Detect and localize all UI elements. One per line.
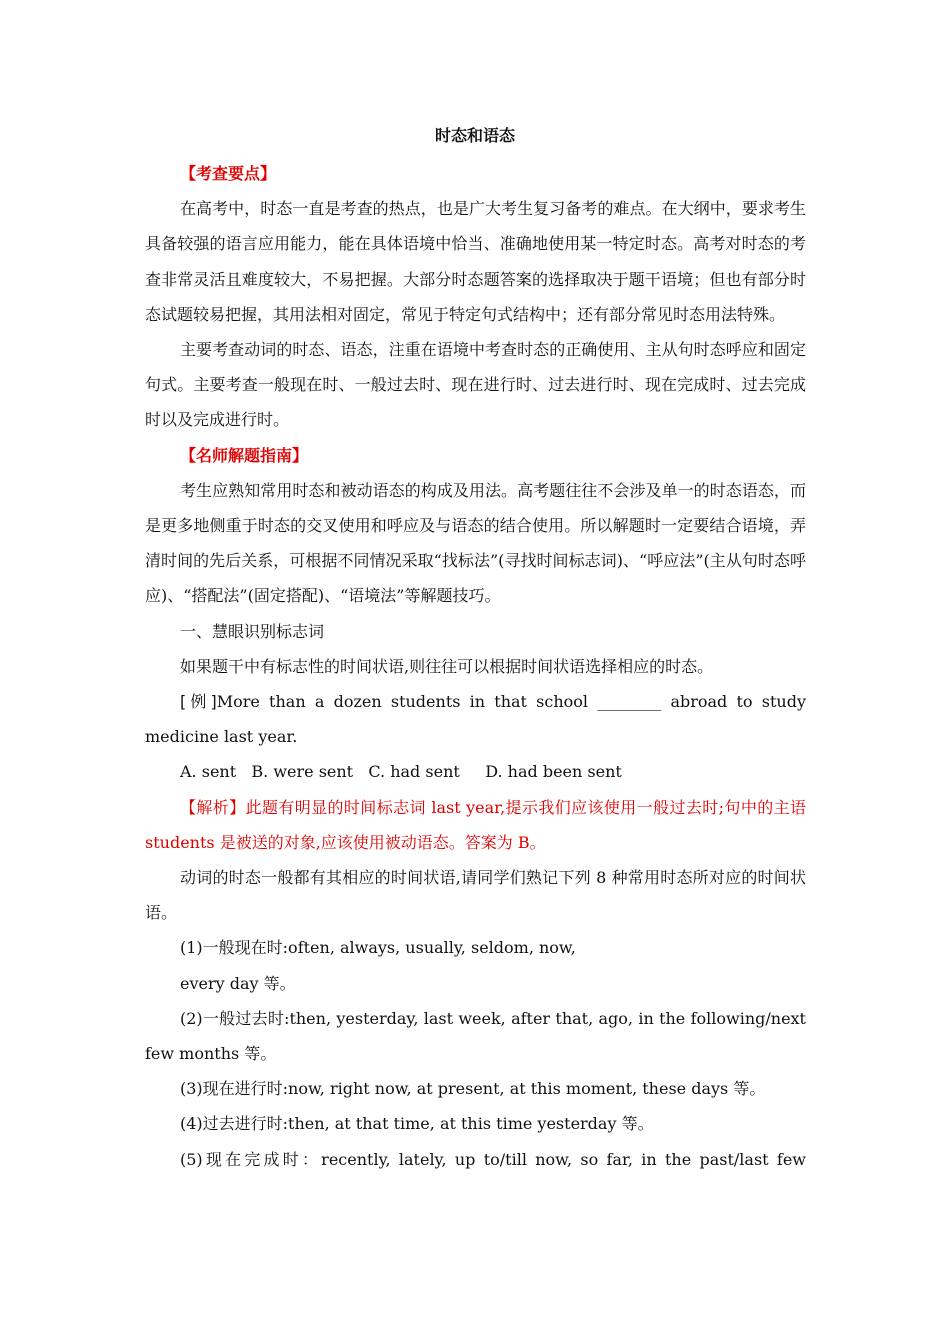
example-question — [145, 684, 806, 754]
example-options: A. sent B. were sent C. had sent D. had been sent — [180, 762, 622, 782]
tense-item-1-line2: every day 等。 — [180, 973, 296, 993]
tense-item-2: (2)一般过去时:then, yesterday, last week, after that, ago, in the following/next few months 等。 — [145, 1008, 806, 1064]
paragraph-markers: 如果题干中有标志性的时间状语,则往往可以根据时间状语选择相应的时态。 — [180, 656, 714, 676]
tense-item-4: (4)过去进行时:then, at that time, at this time yesterday 等。 — [180, 1114, 654, 1134]
tense-item-5: (5)现在完成时：recently, lately, up to/till now, so far, in the past/last few — [180, 1149, 806, 1169]
tense-item-3: (3)现在进行时:now, right now, at present, at this moment, these days 等。 — [180, 1079, 766, 1099]
document-title: 时态和语态 — [434, 126, 515, 145]
section-heading-key-points: 【考查要点】 — [180, 164, 277, 183]
paragraph-tense-adverbials: 动词的时态一般都有其相应的时间状语,请同学们熟记下列 8 种常用时态所对应的时间状语。 — [145, 868, 806, 923]
section-heading-guide: 【名师解题指南】 — [180, 445, 309, 465]
tense-item-1-line1: (1)一般现在时:often, always, usually, seldom, now, — [180, 938, 576, 958]
example-text: More than a dozen students in that school ________ abroad to study medicine last year. — [145, 692, 806, 747]
paragraph-focus: 主要考查动词的时态、语态，注重在语境中考查时态的正确使用、主从句时态呼应和固定句式。主要考查一般现在时、一般过去时、现在进行时、过去进行时、现在完成时、过去完成时以及完成进行时。 — [145, 340, 806, 430]
paragraph-intro: 在高考中，时态一直是考查的热点，也是广大考生复习备考的难点。在大纲中，要求考生具备较强的语言应用能力，能在具体语境中恰当、准确地使用某一特定时态。高考对时态的考查非常灵活且难度较大，不易把握。大部分时态题答案的选择取决于题干语境；但也有部分时态试题较易把握，其用法相对固定，常见于特定句式结构中；还有部分常见时态用法特殊。 — [145, 199, 806, 324]
document-body — [145, 156, 806, 1177]
paragraph-guide: 考生应熟知常用时态和被动语态的构成及用法。高考题往往不会涉及单一的时态语态，而是更多地侧重于时态的交叉使用和呼应及与语态的结合使用。所以解题时一定要结合语境，弄清时间的先后关系，可根据不同情况采取“找标法”(寻找时间标志词)、“呼应法”(主从句时态呼应)、“搭配法”(固定搭配)、“语境法”等解题技巧。 — [145, 480, 806, 606]
example-label: [例] — [180, 692, 217, 712]
subheading-markers: 一、慧眼识别标志词 — [180, 621, 325, 641]
example-analysis: 【解析】此题有明显的时间标志词 last year,提示我们应该使用一般过去时;句中的主语 students 是被送的对象,应该使用被动语态。答案为 B。 — [145, 797, 806, 852]
